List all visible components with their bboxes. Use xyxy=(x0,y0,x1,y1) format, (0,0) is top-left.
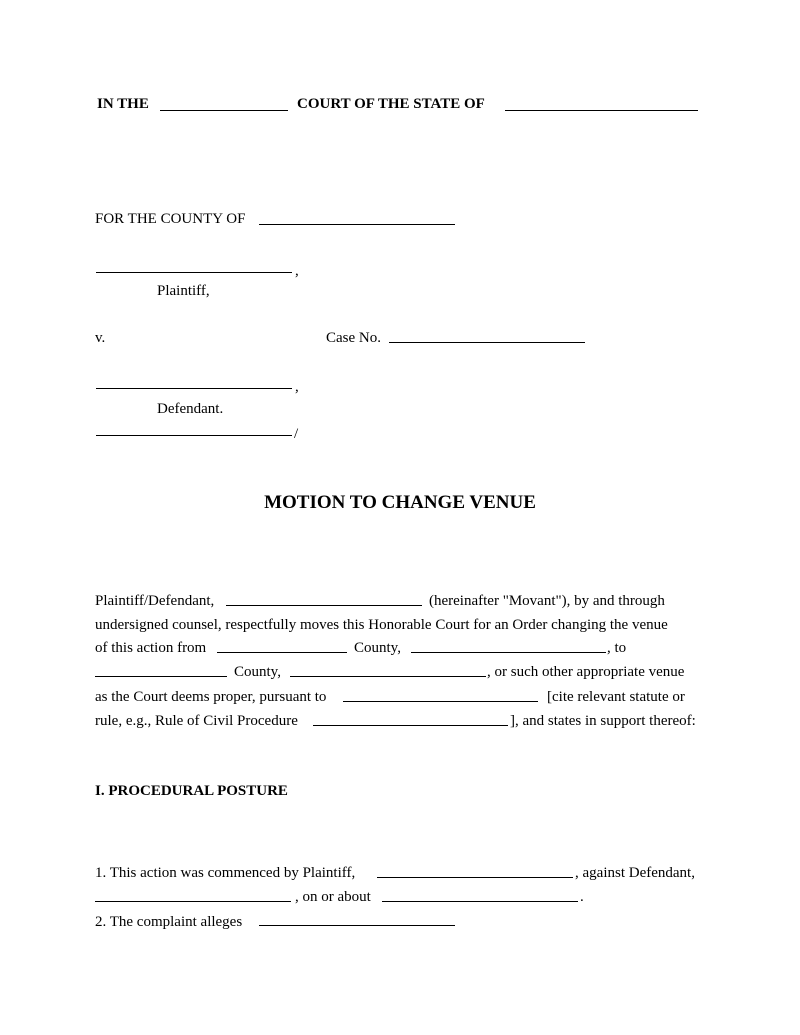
statute-blank[interactable] xyxy=(343,701,538,702)
rule-blank[interactable] xyxy=(313,725,508,726)
plaintiff-label: Plaintiff, xyxy=(157,283,210,299)
para-1-defendant-blank[interactable] xyxy=(95,901,291,902)
caption-slash: / xyxy=(294,426,299,442)
from-county-detail-blank[interactable] xyxy=(411,652,606,653)
movant-name-blank[interactable] xyxy=(226,605,422,606)
plaintiff-name-blank[interactable] xyxy=(96,272,292,273)
versus-label: v. xyxy=(95,330,106,346)
defendant-comma: , xyxy=(295,379,299,395)
para-1-plaintiff-blank[interactable] xyxy=(377,877,573,878)
intro-to: , to xyxy=(607,640,627,656)
plaintiff-comma: , xyxy=(295,263,299,279)
caption-closing-blank[interactable] xyxy=(96,435,292,436)
intro-rule-label: rule, e.g., Rule of Civil Procedure xyxy=(95,713,298,729)
to-county-detail-blank[interactable] xyxy=(290,676,486,677)
section-heading-procedural-posture: I. PROCEDURAL POSTURE xyxy=(95,783,288,799)
case-no-label: Case No. xyxy=(326,330,381,346)
intro-county-1: County, xyxy=(354,640,401,656)
intro-other-venue: , or such other appropriate venue xyxy=(487,664,685,680)
county-name-blank[interactable] xyxy=(259,224,455,225)
defendant-name-blank[interactable] xyxy=(96,388,292,389)
caption-for-county: FOR THE COUNTY OF xyxy=(95,211,246,227)
to-county-blank[interactable] xyxy=(95,676,227,677)
intro-line-2: undersigned counsel, respectfully moves this Honorable Court for an Order changing the venue xyxy=(95,617,668,633)
intro-hereinafter: (hereinafter "Movant"), by and through xyxy=(429,593,665,609)
court-name-blank[interactable] xyxy=(160,110,288,111)
intro-states-support: ], and states in support thereof: xyxy=(510,713,696,729)
from-county-blank[interactable] xyxy=(217,652,347,653)
document-title: MOTION TO CHANGE VENUE xyxy=(264,492,536,513)
intro-county-2: County, xyxy=(234,664,281,680)
caption-in-the: IN THE xyxy=(97,96,149,112)
intro-party-label: Plaintiff/Defendant, xyxy=(95,593,215,609)
case-number-blank[interactable] xyxy=(389,342,585,343)
para-1-commenced: 1. This action was commenced by Plaintiff, xyxy=(95,865,356,881)
defendant-label: Defendant. xyxy=(157,401,224,417)
state-name-blank[interactable] xyxy=(505,110,698,111)
intro-cite-statute: [cite relevant statute or xyxy=(547,689,685,705)
caption-court-of-state: COURT OF THE STATE OF xyxy=(297,96,485,112)
intro-pursuant-to: as the Court deems proper, pursuant to xyxy=(95,689,327,705)
para-2-complaint-alleges: 2. The complaint alleges xyxy=(95,914,243,930)
para-1-period: . xyxy=(580,889,584,905)
para-1-date-blank[interactable] xyxy=(382,901,578,902)
para-2-allegation-blank[interactable] xyxy=(259,925,455,926)
para-1-on-or-about: , on or about xyxy=(295,889,371,905)
para-1-against-defendant: , against Defendant, xyxy=(575,865,695,881)
intro-from-label: of this action from xyxy=(95,640,207,656)
